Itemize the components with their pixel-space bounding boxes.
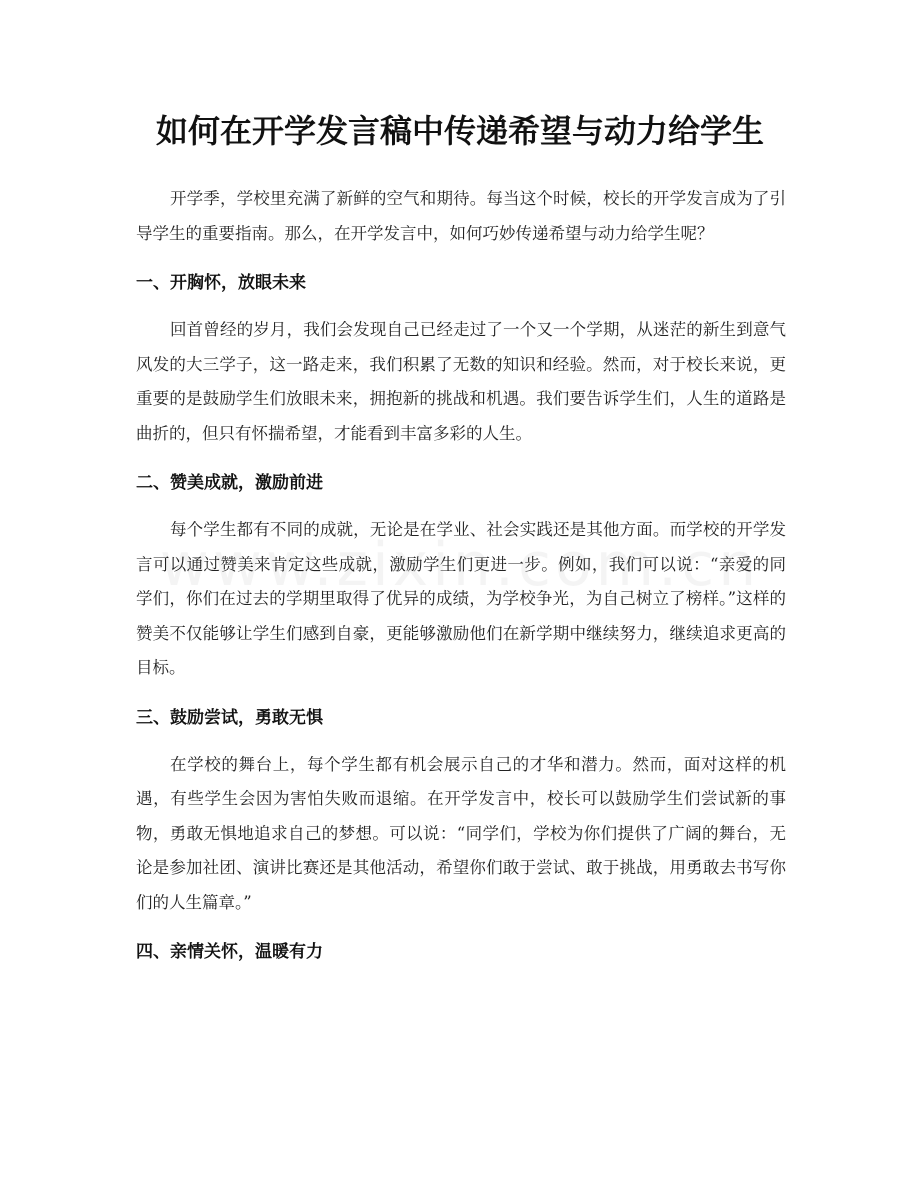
section-paragraph-2: 每个学生都有不同的成就，无论是在学业、社会实践还是其他方面。而学校的开学发言可以通过赞美来肯定这些成就，激励学生们更进一步。例如，我们可以说：“亲爱的同学们，你们在过去的学期里取得了优异的成绩，为学校争光，为自己树立了榜样。”这样的赞美不仅能够让学生们感到自豪，更能够激励他们在新学期中继续努力，继续追求更高的目标。 xyxy=(136,520,786,677)
section-paragraph-3: 在学校的舞台上，每个学生都有机会展示自己的才华和潜力。然而，面对这样的机遇，有些学生会因为害怕失败而退缩。在开学发言中，校长可以鼓励学生们尝试新的事物，勇敢无惧地追求自己的梦想。可以说：“同学们，学校为你们提供了广阔的舞台，无论是参加社团、演讲比赛还是其他活动，希望你们敢于尝试、敢于挑战，用勇敢去书写你们的人生篇章。” xyxy=(136,754,786,912)
section-heading-1: 一、开胸怀，放眼未来 xyxy=(136,273,306,293)
document-body xyxy=(136,182,786,982)
section-heading-3: 三、鼓励尝试，勇敢无惧 xyxy=(136,707,323,728)
intro-paragraph: 开学季，学校里充满了新鲜的空气和期待。每当这个时候，校长的开学发言成为了引导学生的重要指南。那么，在开学发言中，如何巧妙传递希望与动力给学生呢？ xyxy=(136,189,786,243)
document-title: 如何在开学发言稿中传递希望与动力给学生 xyxy=(155,112,764,150)
section-heading-4: 四、亲情关怀，温暖有力 xyxy=(136,942,323,962)
section-paragraph-1: 回首曾经的岁月，我们会发现自己已经走过了一个又一个学期，从迷茫的新生到意气风发的大三学子，这一路走来，我们积累了无数的知识和经验。然而，对于校长来说，更重要的是鼓励学生们放眼未来，拥抱新的挑战和机遇。我们要告诉学生们，人生的道路是曲折的，但只有怀揣希望，才能看到丰富多彩的人生。 xyxy=(136,320,786,443)
section-heading-2: 二、赞美成就，激励前进 xyxy=(136,473,323,493)
